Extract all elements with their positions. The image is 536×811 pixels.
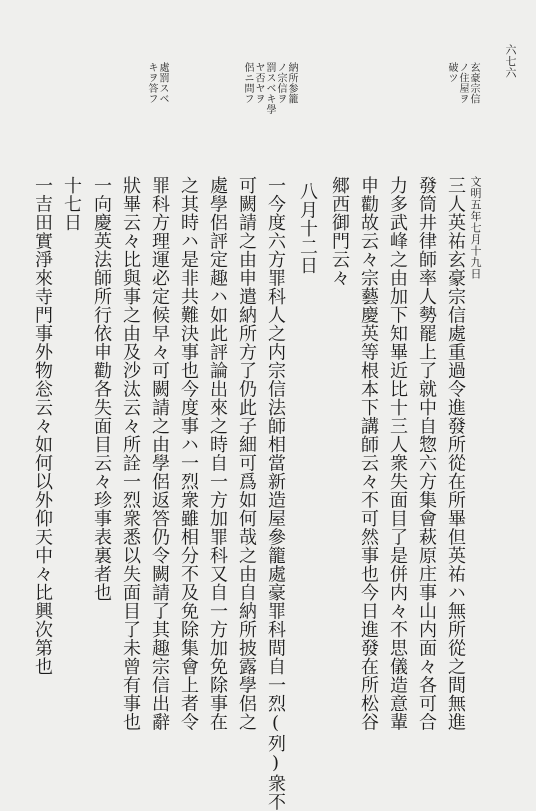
margin-note-2-line-1: 納所参籠: [286, 62, 297, 104]
body-line: 八月十二日: [297, 182, 318, 275]
margin-note-2-line-6: 學: [264, 104, 275, 115]
body-line: 處學侶評定趣ハ如此評論出來之時自一方加罪科又自一方加免除事在: [207, 176, 228, 731]
margin-note-1-line-3: 破ツ: [446, 62, 457, 83]
margin-note-3-line-2: キヲ答フ: [146, 62, 157, 104]
body-line: 發筒井律師率人勢罷上了就中自惣六方集會萩原庄事山内面々各可合: [416, 176, 437, 731]
body-line: 申勸故云々宗藝慶英等根本下講師云々不可然事也今日進發在所松谷: [358, 176, 379, 731]
body-line: 十七日: [61, 176, 82, 232]
margin-note-2-line-5: 侶ニ問フ: [242, 62, 253, 104]
margin-note-1-line-1: 玄豪宗信: [468, 62, 479, 104]
body-line: 一吉田實淨來寺門事外物忩云々如何以外仰天中々比興次第也: [32, 176, 53, 676]
body-line: 力多武峰之由加下知畢近比十三人衆失面目了是併内々不思儀造意輩: [387, 176, 408, 731]
body-line: 三人英祐玄豪宗信處重過令進發所從在所畢但英祐ハ無所從之間無進: [445, 176, 466, 731]
margin-note-3-line-1: 處罰スベ: [157, 62, 168, 104]
margin-note-2-line-4: ヤ否ヤヲ: [253, 62, 264, 104]
running-header: 文明五年七月十九日: [469, 176, 482, 280]
body-line: 可闕請之由申遣納所方了仍此子細可爲如何哉之由自納所披露學侶之: [236, 176, 257, 731]
margin-note-1-line-2: ノ住屋ヲ: [457, 62, 468, 104]
margin-note-2-line-2: ノ宗信ヲ: [275, 62, 286, 104]
body-line: 狀畢云々比與事之由及沙汰云々所詮一烈衆悉以失面目了未曾有事也: [120, 176, 141, 731]
page-number: 六七六: [504, 44, 517, 79]
body-line: 一今度六方罪科人之内宗信法師相當新造屋參籠處豪罪科間自一烈(列)衆不: [265, 176, 286, 811]
body-line: 罪科方理運必定候早々可闕請之由學侶返答仍令闕請了其趣宗信出辭: [149, 176, 170, 731]
body-line: 一向慶英法師所行依申勸各失面目云々珍事表裏者也: [91, 176, 112, 602]
body-line: 郷西御門云々: [329, 176, 350, 287]
body-line: 之其時ハ是非共難決事也今度事ハ一烈衆雖相分不及免除集會上者令: [178, 176, 199, 731]
margin-note-2-line-3: 罰スベキ: [264, 62, 275, 104]
